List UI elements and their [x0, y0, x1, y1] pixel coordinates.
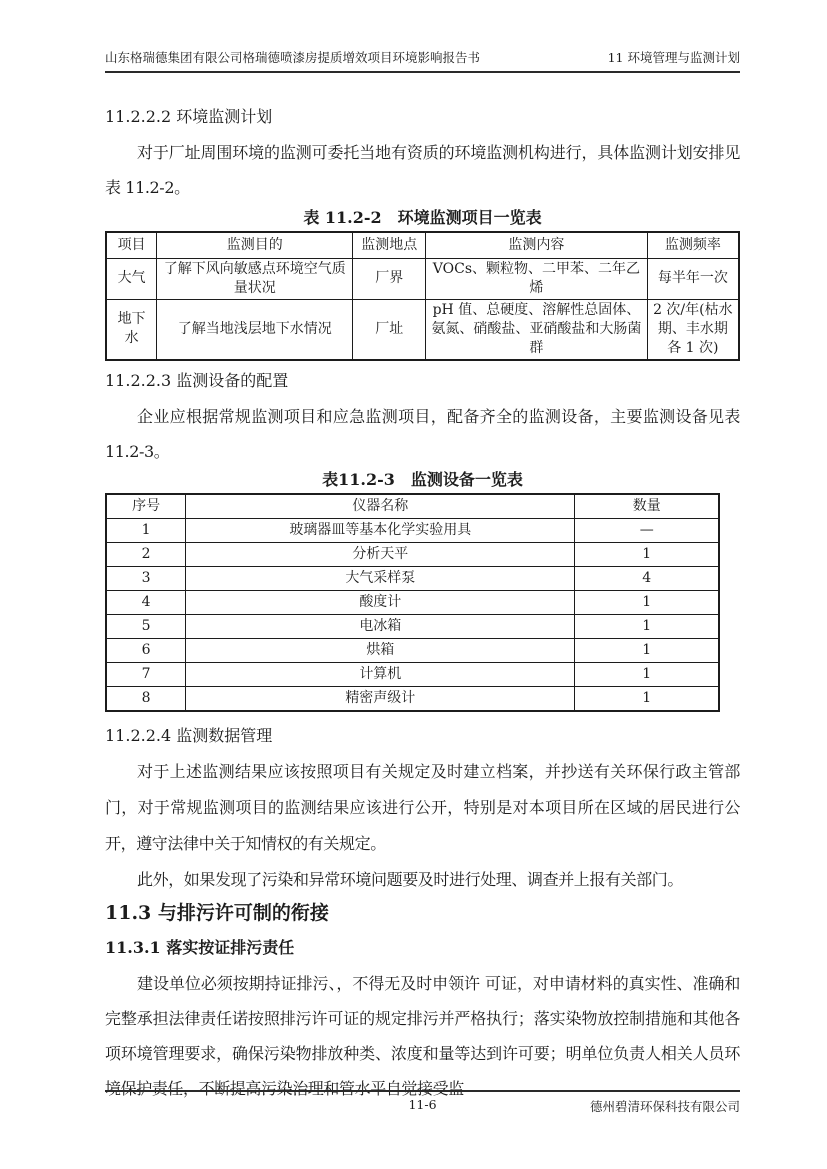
section-heading-11224: 11.2.2.4 监测数据管理 [105, 725, 273, 745]
cell-quantity: 1 [575, 614, 719, 638]
page-header [105, 0, 740, 73]
cell-instrument: 玻璃器皿等基本化学实验用具 [186, 518, 575, 542]
cell-instrument: 大气采样泵 [186, 566, 575, 590]
cell-frequency: 2 次/年(枯水期、丰水期各 1 次) [647, 299, 739, 360]
section-heading-1131: 11.3.1 落实按证排污责任 [105, 937, 295, 957]
equipment-table [105, 493, 720, 712]
cell-item: 地下水 [106, 299, 157, 360]
cell-purpose: 了解下风向敏感点环境空气质量状况 [157, 258, 353, 299]
cell-quantity: 1 [575, 590, 719, 614]
table-row [106, 542, 719, 566]
cell-instrument: 电冰箱 [186, 614, 575, 638]
table-header-row [106, 494, 719, 519]
footer-company-name: 德州碧清环保科技有限公司 [589, 1099, 740, 1114]
col-header-no: 序号 [106, 494, 186, 519]
paragraph-pollution-report: 此外，如果发现了污染和异常环境问题要及时进行处理、调查并上报有关部门。 [137, 869, 684, 889]
cell-quantity: 1 [575, 542, 719, 566]
page-footer [105, 1090, 740, 1114]
cell-item: 大气 [106, 258, 157, 299]
cell-quantity: — [575, 518, 719, 542]
section-heading-11222: 11.2.2.2 环境监测计划 [105, 107, 273, 126]
paragraph-permit-responsibility: 建设单位必须按期持证排污、，不得无及时申领许 可证，对申请材料的真实性、准确和完整承担法律责任诺按照排污许可证的规定排污并严格执行；落实染物放控制措施和其他各项环境管理要求，确保污染物排放种类、浓度和量等达到许可要；明单位负责人相关人员环境保护责任，不断提高污染治理和管水平自觉接受监 [105, 973, 740, 1098]
table-row [106, 518, 719, 542]
section-heading-113: 11.3 与排污许可制的衔接 [105, 901, 329, 924]
table-row [106, 258, 739, 299]
cell-no: 4 [106, 590, 186, 614]
cell-content: pH 值、总硬度、溶解性总固体、氨氮、硝酸盐、亚硝酸盐和大肠菌群 [426, 299, 648, 360]
footer-page-number: 11-6 [408, 1097, 437, 1112]
cell-quantity: 1 [575, 662, 719, 686]
cell-purpose: 了解当地浅层地下水情况 [157, 299, 353, 360]
cell-quantity: 1 [575, 686, 719, 711]
table-caption-11-2-3: 表11.2-3 监测设备一览表 [322, 469, 523, 489]
table-header-row [106, 232, 739, 258]
col-header-item: 项目 [106, 232, 157, 258]
table-caption-11-2-2: 表 11.2-2 环境监测项目一览表 [303, 208, 542, 227]
cell-instrument: 酸度计 [186, 590, 575, 614]
col-header-location: 监测地点 [353, 232, 426, 258]
table-row [106, 566, 719, 590]
cell-no: 1 [106, 518, 186, 542]
cell-content: VOCs、颗粒物、二甲苯、二年乙烯 [426, 258, 648, 299]
cell-quantity: 1 [575, 638, 719, 662]
col-header-frequency: 监测频率 [647, 232, 739, 258]
col-header-purpose: 监测目的 [157, 232, 353, 258]
paragraph-monitoring-plan: 对于厂址周围环境的监测可委托当地有资质的环境监测机构进行，具体监测计划安排见表 11.2-2。 [105, 143, 740, 197]
section-heading-11223: 11.2.2.3 监测设备的配置 [105, 370, 289, 390]
cell-quantity: 4 [575, 566, 719, 590]
cell-instrument: 烘箱 [186, 638, 575, 662]
cell-instrument: 计算机 [186, 662, 575, 686]
cell-no: 5 [106, 614, 186, 638]
cell-location: 厂界 [353, 258, 426, 299]
header-chapter-title: 11 环境管理与监测计划 [607, 50, 740, 65]
col-header-content: 监测内容 [426, 232, 648, 258]
cell-no: 2 [106, 542, 186, 566]
table-row [106, 686, 719, 711]
table-row [106, 614, 719, 638]
table-row [106, 590, 719, 614]
col-header-instrument: 仪器名称 [186, 494, 575, 519]
cell-no: 7 [106, 662, 186, 686]
cell-instrument: 精密声级计 [186, 686, 575, 711]
paragraph-equipment-config: 企业应根据常规监测项目和应急监测项目，配备齐全的监测设备，主要监测设备见表 11.2-3。 [105, 406, 740, 461]
table-row [106, 638, 719, 662]
table-row [106, 299, 739, 360]
header-report-title: 山东格瑞德集团有限公司格瑞德喷漆房提质增效项目环境影响报告书 [105, 50, 481, 65]
paragraph-data-management: 对于上述监测结果应该按照项目有关规定及时建立档案，并抄送有关环保行政主管部门，对于常规监测项目的监测结果应该进行公开，特别是对本项目所在区域的居民进行公开，遵守法律中关于知情权的有关规定。 [105, 761, 740, 853]
col-header-quantity: 数量 [575, 494, 719, 519]
cell-instrument: 分析天平 [186, 542, 575, 566]
cell-no: 6 [106, 638, 186, 662]
table-row [106, 662, 719, 686]
cell-no: 8 [106, 686, 186, 711]
cell-frequency: 每半年一次 [647, 258, 739, 299]
cell-no: 3 [106, 566, 186, 590]
monitoring-items-table [105, 231, 740, 361]
cell-location: 厂址 [353, 299, 426, 360]
